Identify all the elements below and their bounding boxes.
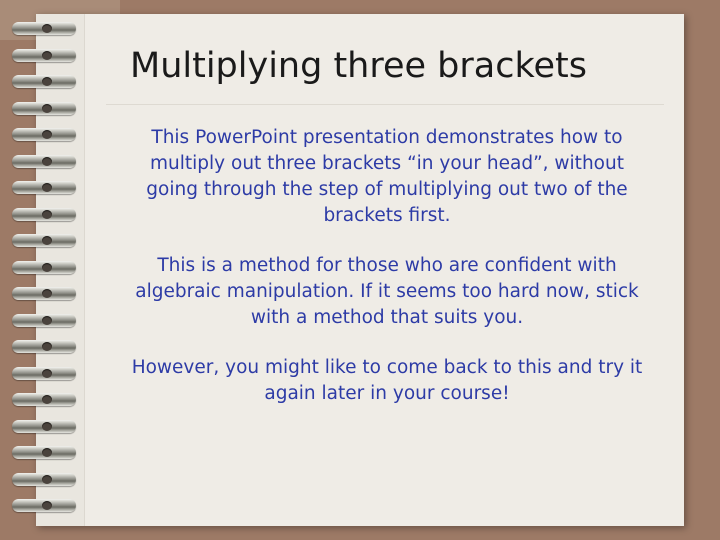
spiral-ring-hole xyxy=(42,342,52,351)
spiral-ring xyxy=(12,208,76,221)
spiral-ring-hole xyxy=(42,24,52,33)
body-text-block xyxy=(96,125,672,407)
spiral-ring-hole xyxy=(42,51,52,60)
page-title: Multiplying three brackets xyxy=(130,46,587,86)
spiral-ring-hole xyxy=(42,289,52,298)
spiral-ring xyxy=(12,473,76,486)
spiral-ring xyxy=(12,102,76,115)
spiral-ring-hole xyxy=(42,77,52,86)
spiral-ring xyxy=(12,128,76,141)
body-paragraph-1: This PowerPoint presentation demonstrates how to multiply out three brackets “in your head”, without going through the step of multiplying out two of the brackets first. xyxy=(146,127,628,226)
body-paragraph-2: This is a method for those who are confident with algebraic manipulation. If it seems too hard now, stick with a method that suits you. xyxy=(135,255,639,328)
spiral-ring xyxy=(12,234,76,247)
spiral-ring xyxy=(12,314,76,327)
spiral-ring xyxy=(12,155,76,168)
spiral-ring-hole xyxy=(42,501,52,510)
spiral-ring xyxy=(12,393,76,406)
spiral-ring-hole xyxy=(42,475,52,484)
slide-content xyxy=(96,20,672,518)
spiral-ring xyxy=(12,22,76,35)
spiral-ring xyxy=(12,340,76,353)
spiral-ring-hole xyxy=(42,157,52,166)
body-paragraph-3: However, you might like to come back to this and try it again later in your course! xyxy=(131,357,643,404)
spiral-ring xyxy=(12,287,76,300)
spiral-ring xyxy=(12,446,76,459)
spiral-ring-hole xyxy=(42,104,52,113)
spiral-ring xyxy=(12,499,76,512)
spiral-ring xyxy=(12,261,76,274)
spiral-ring-hole xyxy=(42,448,52,457)
spiral-ring-hole xyxy=(42,422,52,431)
spiral-ring-hole xyxy=(42,316,52,325)
title-divider xyxy=(106,104,664,105)
spiral-ring xyxy=(12,181,76,194)
spiral-ring-hole xyxy=(42,210,52,219)
spiral-ring xyxy=(12,420,76,433)
spiral-ring-hole xyxy=(42,236,52,245)
spiral-ring-hole xyxy=(42,369,52,378)
spiral-ring-hole xyxy=(42,263,52,272)
spiral-ring xyxy=(12,75,76,88)
spiral-ring xyxy=(12,367,76,380)
spiral-binding-icon xyxy=(8,14,88,526)
spiral-ring xyxy=(12,49,76,62)
spiral-ring-hole xyxy=(42,395,52,404)
spiral-ring-hole xyxy=(42,183,52,192)
spiral-ring-hole xyxy=(42,130,52,139)
